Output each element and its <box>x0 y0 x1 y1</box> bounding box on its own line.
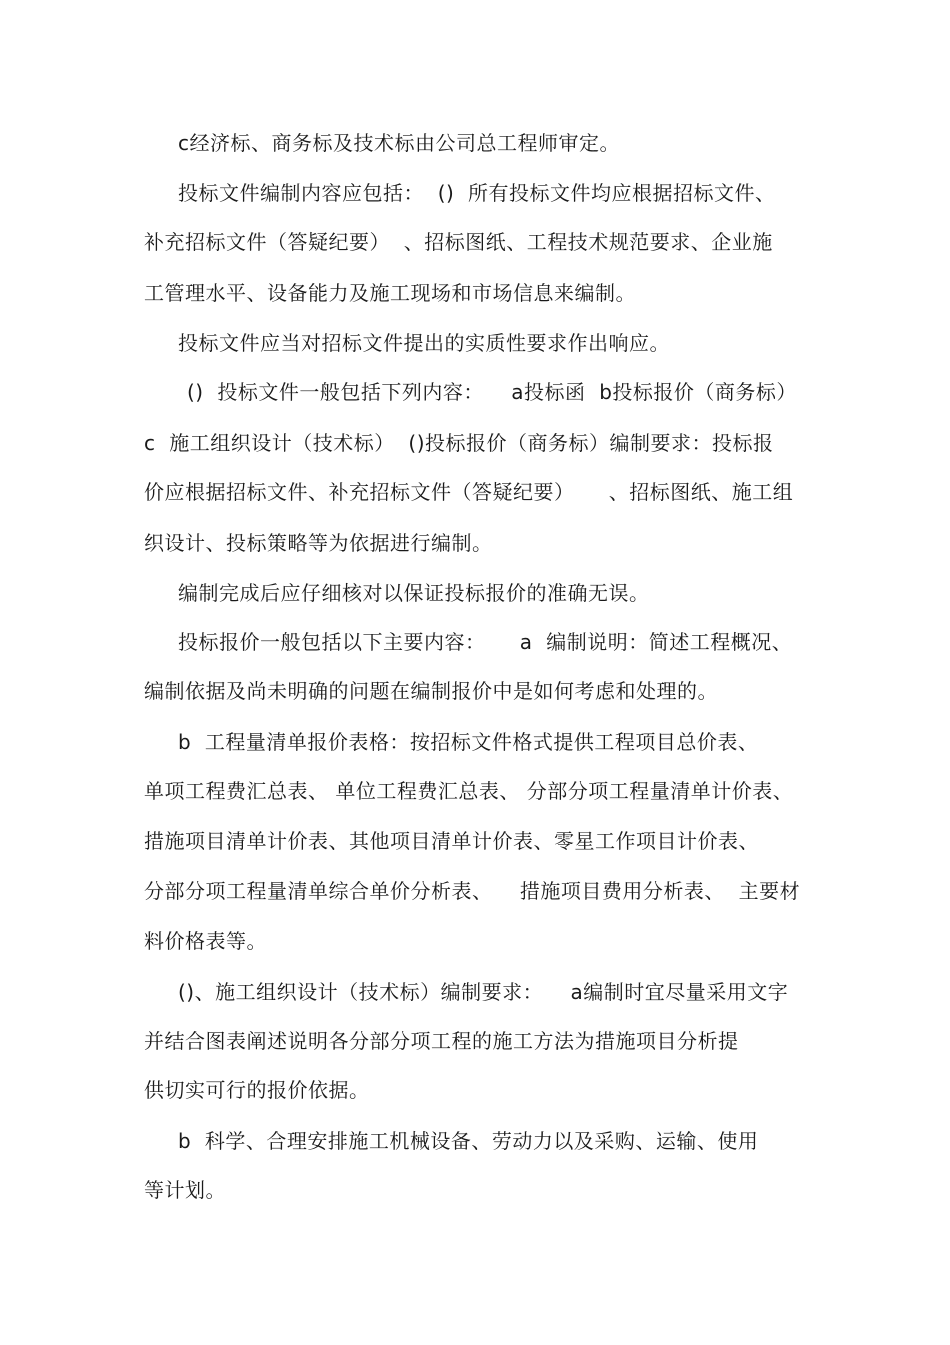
text-line: b 科学、合理安排施工机械设备、劳动力以及采购、运输、使用 <box>178 1129 759 1153</box>
text-line: 投标文件应当对招标文件提出的实质性要求作出响应。 <box>178 331 670 355</box>
text-line: 投标报价一般包括以下主要内容： a 编制说明：简述工程概况、 <box>178 630 793 654</box>
text-line: 等计划。 <box>144 1178 226 1202</box>
text-line: c经济标、商务标及技术标由公司总工程师审定。 <box>178 131 620 155</box>
text-line: 料价格表等。 <box>144 929 267 953</box>
text-line: 投标文件编制内容应包括： () 所有投标文件均应根据招标文件、 <box>178 181 776 205</box>
text-line: () 投标文件一般包括下列内容： a投标函 b投标报价（商务标） <box>187 380 797 404</box>
text-line: 编制完成后应仔细核对以保证投标报价的准确无误。 <box>178 581 650 605</box>
text-line: 织设计、投标策略等为依据进行编制。 <box>144 531 493 555</box>
text-line: 价应根据招标文件、补充招标文件（答疑纪要） 、招标图纸、施工组 <box>144 480 794 504</box>
text-line: 分部分项工程量清单综合单价分析表、 措施项目费用分析表、 主要材 <box>144 879 801 903</box>
text-line: 措施项目清单计价表、其他项目清单计价表、零星工作项目计价表、 <box>144 829 759 853</box>
text-line: 单项工程费汇总表、 单位工程费汇总表、 分部分项工程量清单计价表、 <box>144 779 794 803</box>
text-line: 工管理水平、设备能力及施工现场和市场信息来编制。 <box>144 281 636 305</box>
text-line: 供切实可行的报价依据。 <box>144 1078 370 1102</box>
text-line: b 工程量清单报价表格：按招标文件格式提供工程项目总价表、 <box>178 730 759 754</box>
text-line: 并结合图表阐述说明各分部分项工程的施工方法为措施项目分析提 <box>144 1029 739 1053</box>
text-line: ()、施工组织设计（技术标）编制要求： a编制时宜尽量采用文字 <box>178 980 789 1004</box>
text-line: 编制依据及尚未明确的问题在编制报价中是如何考虑和处理的。 <box>144 679 718 703</box>
text-line: c 施工组织设计（技术标） ()投标报价（商务标）编制要求：投标报 <box>144 431 774 455</box>
text-line: 补充招标文件（答疑纪要） 、招标图纸、工程技术规范要求、企业施 <box>144 230 773 254</box>
